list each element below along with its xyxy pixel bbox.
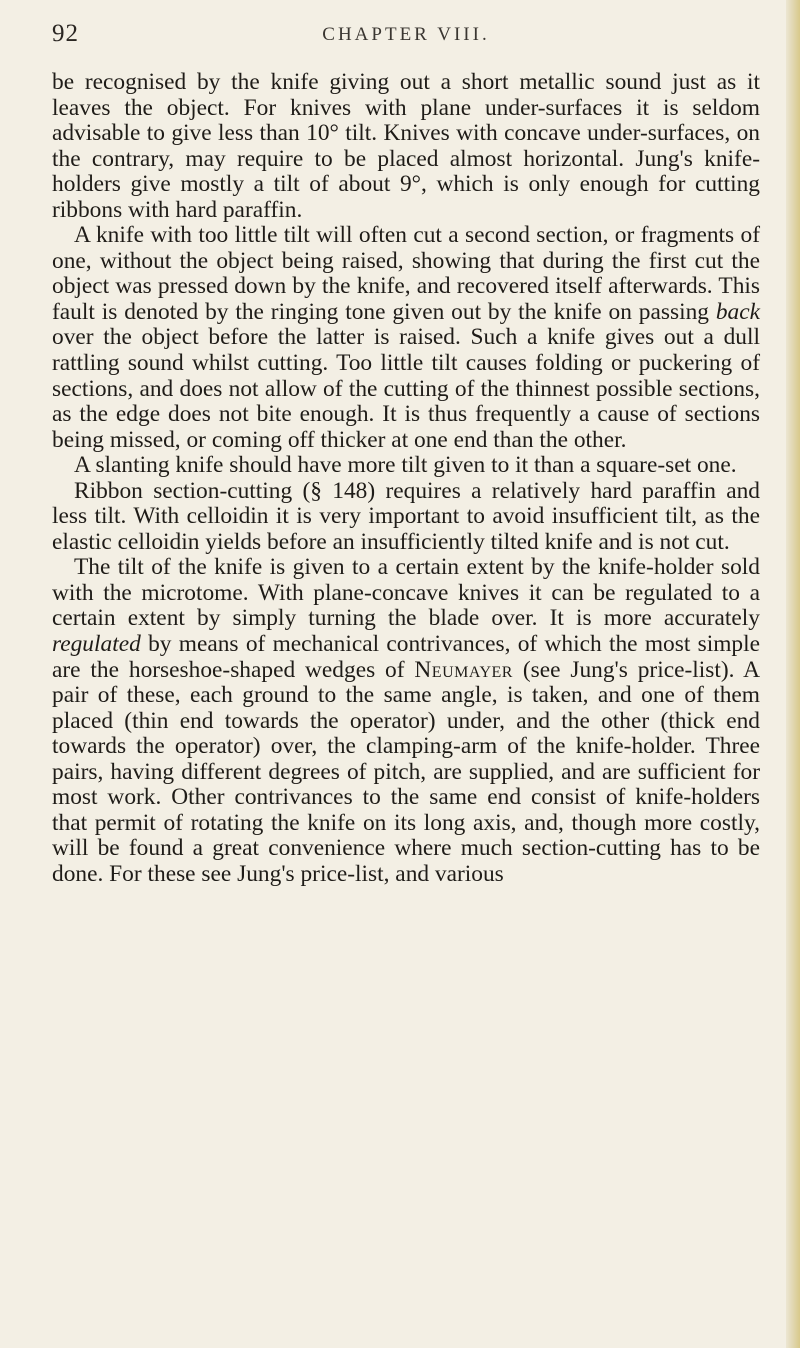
text-run: (see Jung's price-list). A pair of these, each ground to the same angle, is taken, and one of them placed (thin end towards the operator) under, and the other (thick end towards the operator) over, the clamping-arm of the knife-holder. Three pairs, having different degrees of pitch, are supplied, and are sufficient for most work. Other contrivances to the same end consist of knife-holders that permit of rotating the knife on its long axis, and, though more costly, will be found a great convenience where much section-cutting has to be done. For these see Jung's price-list, and various [52, 656, 760, 887]
text-run: The tilt of the knife is given to a certain extent by the knife-holder sold with the microtome. With plane-concave knives it can be regulated to a certain extent by simply turning the blade over. It is more accurately [52, 554, 760, 632]
italic-text: back [715, 298, 760, 325]
text-run: A knife with too little tilt will often cut a second section, or fragments of one, without the object being raised, showing that during the first cut the object was pressed down by the knife, and recovered itself afterwards. This fault is denoted by the ringing tone given out by the knife on passing [52, 222, 760, 325]
page-header [52, 20, 760, 60]
page-number: 92 [52, 20, 79, 47]
italic-text: regulated [52, 631, 141, 658]
paragraph [52, 555, 760, 887]
paragraph [52, 479, 760, 556]
text-run: A slanting knife should have more tilt given to it than a square-set one. [74, 452, 737, 479]
text-run: over the object before the latter is raised. Such a knife gives out a dull rattling sound whilst cutting. Too little tilt causes folding or puckering of sections, and does not allow of the cutting of the thinnest possible sections, as the edge does not bite enough. It is thus frequently a cause of sections being missed, or coming off thicker at one end than the other. [52, 324, 760, 453]
text-run: by means of mechanical contrivances, of which the most simple are the horseshoe-shaped wedges of [52, 631, 760, 683]
page-edge [786, 0, 800, 1348]
paragraph [52, 453, 760, 479]
text-run: Ribbon section-cutting (§ 148) requires a relatively hard paraffin and less tilt. With celloidin it is very important to avoid insufficient tilt, as the elastic celloidin yields before an insufficiently tilted knife and is not cut. [52, 477, 760, 555]
text-run: be recognised by the knife giving out a short metallic sound just as it leaves the object. For knives with plane under-surfaces it is seldom advisable to give less than 10° tilt. Knives with concave under-surfaces, on the contrary, may require to be placed almost horizontal. Jung's knife-holders give mostly a tilt of about 9°, which is only enough for cutting ribbons with hard paraffin. [52, 69, 760, 223]
paragraph [52, 70, 760, 223]
body-text [52, 70, 760, 888]
running-head: CHAPTER VIII. [322, 24, 490, 45]
paragraph [52, 223, 760, 453]
author-name: Neumayer [414, 656, 513, 683]
